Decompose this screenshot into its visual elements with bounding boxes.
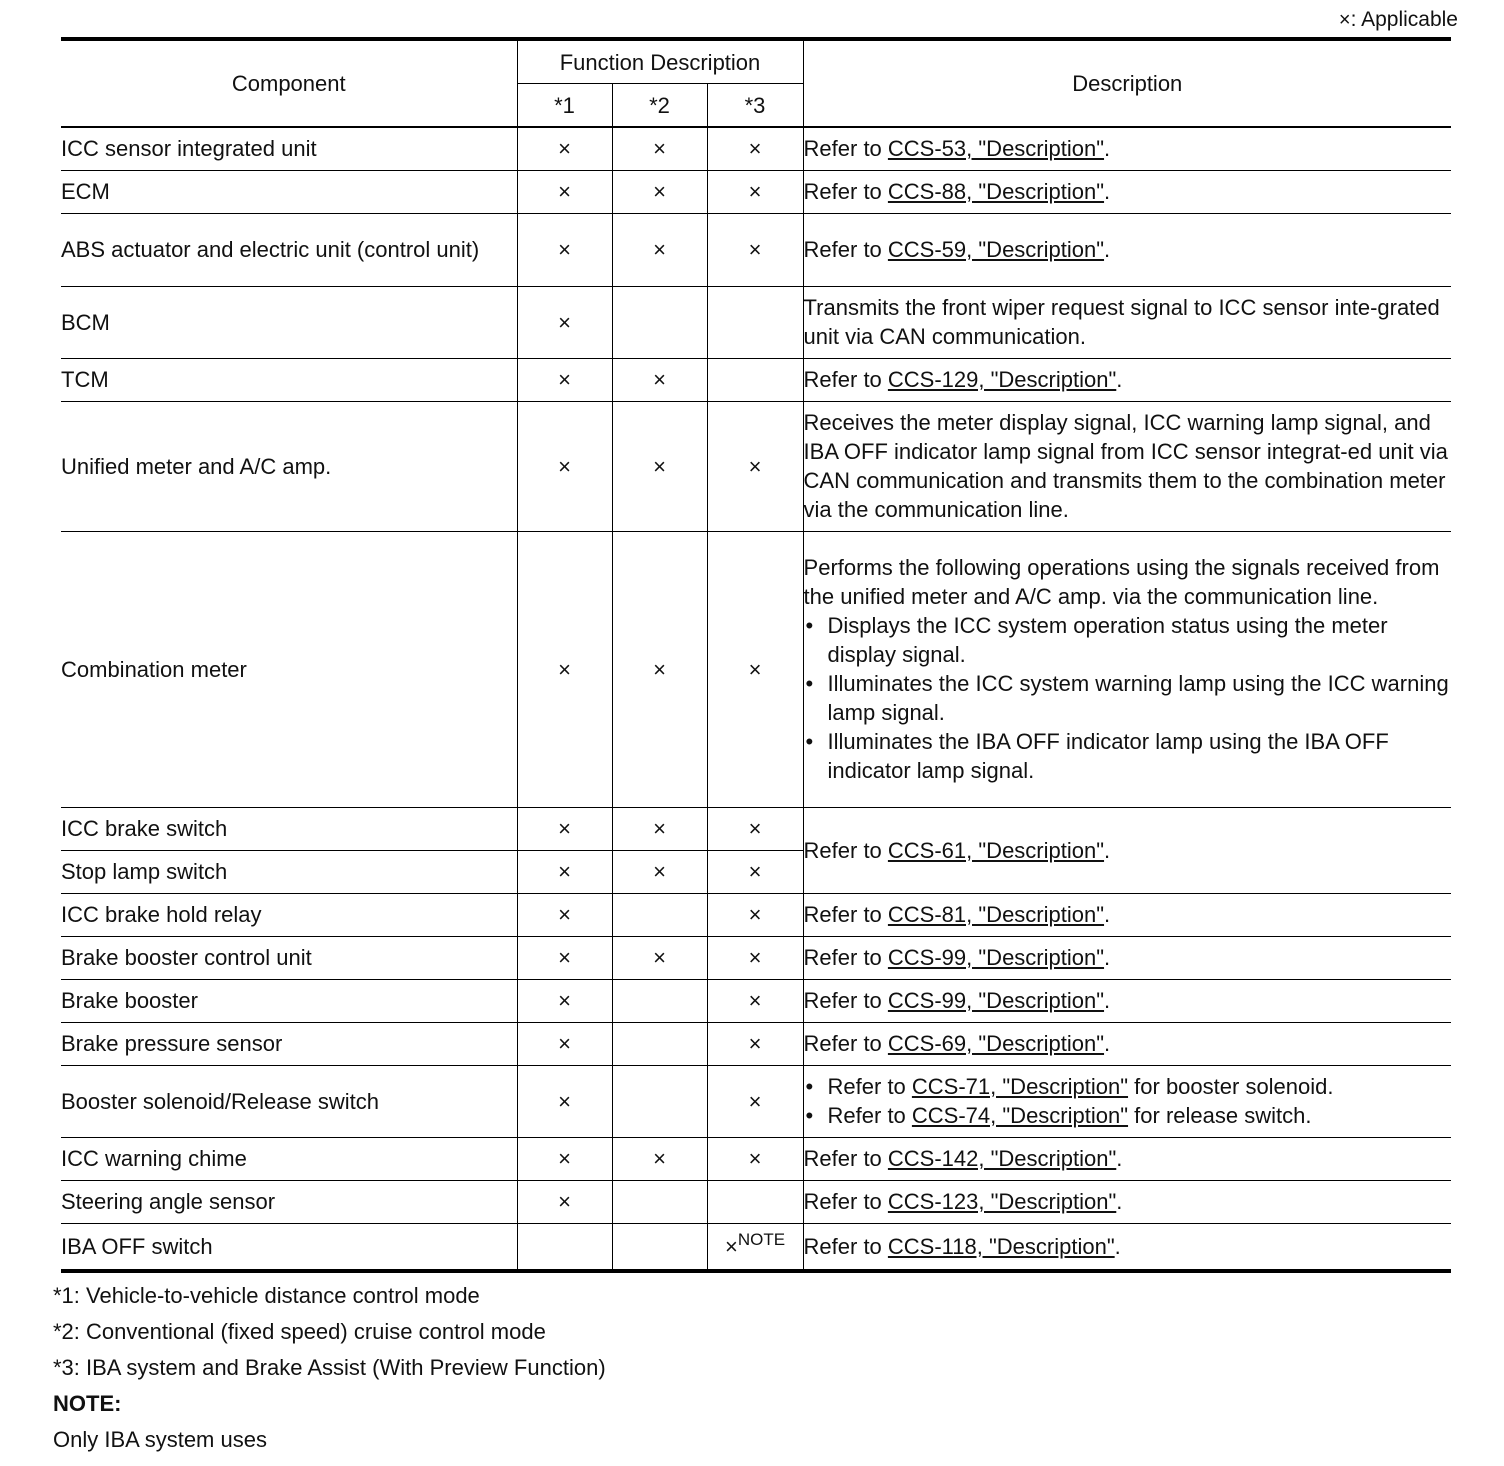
mark-col3: ×: [707, 893, 803, 936]
description-cell: Refer to CCS-53, "Description".: [803, 127, 1451, 170]
header-col2: *2: [612, 84, 707, 128]
mark-col1: ×: [517, 893, 612, 936]
mark-col3: ×: [707, 531, 803, 807]
mark-col1: ×: [517, 807, 612, 850]
mark-col3: [707, 286, 803, 358]
mark-col1: ×: [517, 286, 612, 358]
mark-col1: [517, 1223, 612, 1271]
reference-link[interactable]: CCS-129, "Description": [887, 367, 1117, 392]
component-name: Brake pressure sensor: [61, 1022, 517, 1065]
table-row: [61, 286, 1451, 358]
mark-col3: ×: [707, 213, 803, 286]
mark-col2: [612, 1022, 707, 1065]
component-name: IBA OFF switch: [61, 1223, 517, 1271]
header-component: Component: [61, 39, 517, 127]
bullet-item: • Displays the ICC system operation status using the meter display signal.: [804, 611, 1452, 669]
mark-col2: [612, 893, 707, 936]
component-name: Brake booster: [61, 979, 517, 1022]
component-name: ICC warning chime: [61, 1137, 517, 1180]
bullet-item: • Refer to CCS-74, "Description" for release switch.: [804, 1101, 1452, 1130]
reference-link[interactable]: CCS-99, "Description": [887, 988, 1105, 1013]
mark-col2: ×: [612, 170, 707, 213]
component-name: ECM: [61, 170, 517, 213]
table-row: [61, 979, 1451, 1022]
description-cell: Receives the meter display signal, ICC warning lamp signal, and IBA OFF indicator lamp signal from ICC sensor integrat-ed unit via CAN communication and transmits them to the combination meter via the communication line.: [803, 401, 1451, 531]
bullet-item: • Refer to CCS-71, "Description" for booster solenoid.: [804, 1072, 1452, 1101]
component-name: Stop lamp switch: [61, 850, 517, 893]
table-row: [61, 1180, 1451, 1223]
description-cell: [803, 531, 1451, 807]
mark-col3: ×: [707, 1137, 803, 1180]
mark-col3: ×: [707, 850, 803, 893]
component-name: Steering angle sensor: [61, 1180, 517, 1223]
mark-col1: ×: [517, 1180, 612, 1223]
table-row: [61, 1137, 1451, 1180]
reference-link[interactable]: CCS-61, "Description": [887, 837, 1105, 863]
table-row: [61, 531, 1451, 807]
mark-col2: [612, 1065, 707, 1137]
table-row: [61, 807, 1451, 850]
component-name: Brake booster control unit: [61, 936, 517, 979]
mark-col2: [612, 1180, 707, 1223]
mark-col2: ×: [612, 1137, 707, 1180]
note-text: Only IBA system uses: [53, 1427, 267, 1452]
component-name: Combination meter: [61, 531, 517, 807]
mark-col3: ×: [707, 979, 803, 1022]
mark-col1: ×: [517, 127, 612, 170]
table-row: [61, 1022, 1451, 1065]
header-description: Description: [803, 39, 1451, 127]
mark-col3: ×: [707, 807, 803, 850]
table-row: [61, 893, 1451, 936]
description-cell: Refer to CCS-118, "Description".: [803, 1223, 1451, 1271]
mark-col3: [707, 1180, 803, 1223]
bullet-item: • Illuminates the ICC system warning lamp using the ICC warning lamp signal.: [804, 669, 1452, 727]
reference-link[interactable]: CCS-118, "Description": [887, 1233, 1115, 1259]
mark-col2: [612, 1223, 707, 1271]
reference-link[interactable]: CCS-88, "Description": [887, 179, 1105, 204]
applicable-label: : Applicable: [1350, 8, 1458, 31]
mark-col2: ×: [612, 807, 707, 850]
mark-col3: [707, 1223, 803, 1271]
reference-link[interactable]: CCS-59, "Description": [887, 237, 1105, 262]
reference-link[interactable]: CCS-71, "Description": [911, 1074, 1129, 1099]
description-cell: Refer to CCS-99, "Description".: [803, 979, 1451, 1022]
component-name: Unified meter and A/C amp.: [61, 401, 517, 531]
description-cell: Transmits the front wiper request signal to ICC sensor inte-grated unit via CAN communication.: [803, 286, 1451, 358]
description-cell: Refer to CCS-129, "Description".: [803, 358, 1451, 401]
note-title: NOTE:: [53, 1391, 122, 1416]
mark-col1: ×: [517, 358, 612, 401]
description-cell: Refer to CCS-123, "Description".: [803, 1180, 1451, 1223]
description-cell: Refer to CCS-88, "Description".: [803, 170, 1451, 213]
mark-col2: [612, 286, 707, 358]
mark-col1: ×: [517, 1022, 612, 1065]
header-col3: *3: [707, 84, 803, 128]
component-name: TCM: [61, 358, 517, 401]
mark-col3: [707, 358, 803, 401]
table-row: [61, 170, 1451, 213]
table-row: [61, 936, 1451, 979]
description-cell: Refer to CCS-61, "Description".: [803, 807, 1451, 893]
applicable-mark: ×: [724, 1233, 738, 1259]
applicable-legend: [1339, 8, 1458, 32]
description-text: Performs the following operations using the signals received from the unified meter and A/C amp. via the communication line.: [803, 555, 1440, 609]
component-name: ABS actuator and electric unit (control unit): [61, 213, 517, 286]
mark-col1: ×: [517, 531, 612, 807]
footnote-3: *3: IBA system and Brake Assist (With Preview Function): [53, 1355, 606, 1380]
description-cell: [803, 1065, 1451, 1137]
mark-col1: ×: [517, 170, 612, 213]
mark-col3: ×: [707, 936, 803, 979]
component-name: ICC brake switch: [61, 807, 517, 850]
description-cell: Refer to CCS-59, "Description".: [803, 213, 1451, 286]
reference-link[interactable]: CCS-53, "Description": [887, 136, 1105, 162]
table-row: [61, 1223, 1451, 1271]
mark-col1: ×: [517, 401, 612, 531]
table-row: [61, 358, 1451, 401]
description-cell: Refer to CCS-142, "Description".: [803, 1137, 1451, 1180]
applicable-mark: ×: [1338, 9, 1351, 31]
bullet-item: • Illuminates the IBA OFF indicator lamp using the IBA OFF indicator lamp signal.: [804, 727, 1452, 785]
mark-col3: ×: [707, 401, 803, 531]
mark-col2: ×: [612, 213, 707, 286]
mark-col2: [612, 979, 707, 1022]
table-row: [61, 401, 1451, 531]
footnotes: [53, 1281, 606, 1461]
mark-col1: ×: [517, 1065, 612, 1137]
mark-col2: ×: [612, 401, 707, 531]
component-name: Booster solenoid/Release switch: [61, 1065, 517, 1137]
mark-col1: ×: [517, 936, 612, 979]
footnote-2: *2: Conventional (fixed speed) cruise control mode: [53, 1319, 546, 1344]
reference-link[interactable]: CCS-142, "Description": [887, 1146, 1117, 1171]
description-cell: Refer to CCS-81, "Description".: [803, 893, 1451, 936]
mark-col3: ×: [707, 127, 803, 170]
table-row: [61, 213, 1451, 286]
component-table: [61, 37, 1451, 1273]
mark-col2: ×: [612, 127, 707, 170]
footnote-1: *1: Vehicle-to-vehicle distance control mode: [53, 1283, 480, 1308]
component-name: ICC brake hold relay: [61, 893, 517, 936]
note-superscript: NOTE: [737, 1229, 786, 1249]
mark-col2: ×: [612, 850, 707, 893]
header-col1: *1: [517, 84, 612, 128]
mark-col1: ×: [517, 979, 612, 1022]
reference-link[interactable]: CCS-81, "Description": [887, 902, 1105, 927]
reference-link[interactable]: CCS-69, "Description": [887, 1031, 1105, 1056]
mark-col2: ×: [612, 936, 707, 979]
mark-col3: ×: [707, 1065, 803, 1137]
mark-col1: ×: [517, 213, 612, 286]
mark-col2: ×: [612, 358, 707, 401]
reference-link[interactable]: CCS-99, "Description": [887, 945, 1105, 970]
description-cell: Refer to CCS-99, "Description".: [803, 936, 1451, 979]
component-name: BCM: [61, 286, 517, 358]
reference-link[interactable]: CCS-74, "Description": [911, 1103, 1129, 1128]
mark-col3: ×: [707, 1022, 803, 1065]
header-function-description: Function Description: [517, 39, 803, 84]
table-row: [61, 1065, 1451, 1137]
mark-col1: ×: [517, 850, 612, 893]
mark-col1: ×: [517, 1137, 612, 1180]
table-row: [61, 127, 1451, 170]
reference-link[interactable]: CCS-123, "Description": [887, 1189, 1117, 1214]
mark-col3: ×: [707, 170, 803, 213]
component-name: ICC sensor integrated unit: [61, 127, 517, 170]
description-cell: Refer to CCS-69, "Description".: [803, 1022, 1451, 1065]
mark-col2: ×: [612, 531, 707, 807]
